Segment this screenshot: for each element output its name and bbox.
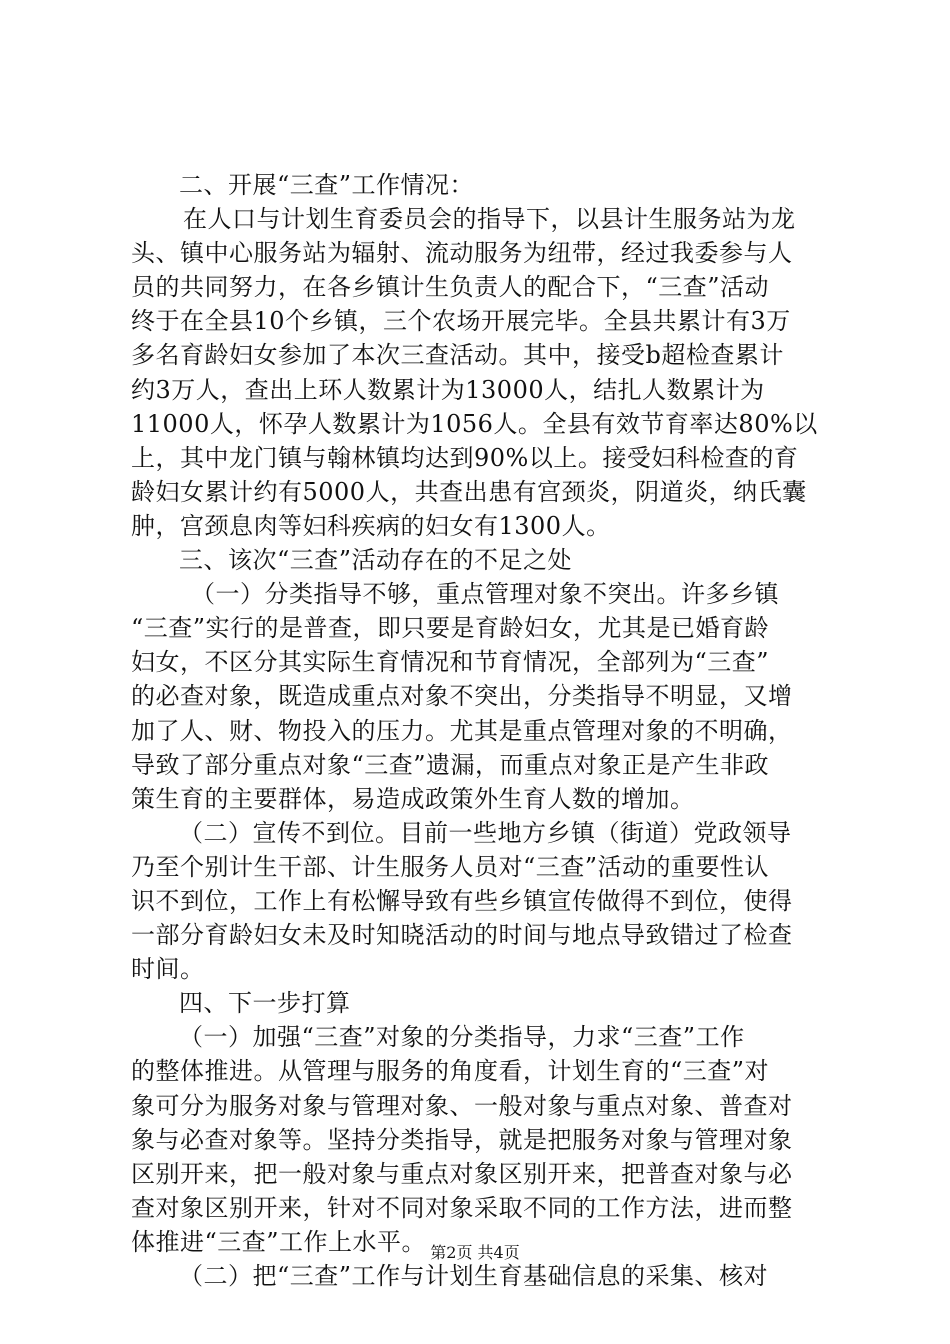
paragraph-line: 导致了部分重点对象“三查”遗漏，而重点对象正是产生非政 <box>131 750 770 779</box>
paragraph-line: 查对象区别开来，针对不同对象采取不同的工作方法，进而整 <box>131 1193 793 1222</box>
paragraph-line: 龄妇女累计约有5000人，共查出患有宫颈炎，阴道炎，纳氏囊 <box>131 477 807 506</box>
paragraph-line: 区别开来，把一般对象与重点对象区别开来，把普查对象与必 <box>131 1159 793 1188</box>
paragraph-line: 的必查对象，既造成重点对象不突出，分类指导不明显，又增 <box>131 682 793 711</box>
paragraph-line: 一部分育龄妇女未及时知晓活动的时间与地点导致错过了检查 <box>131 921 793 950</box>
paragraph-line: 约3万人，查出上环人数累计为13000人，结扎人数累计为 <box>131 375 765 404</box>
subsection-line: （二）宣传不到位。目前一些地方乡镇（街道）党政领导 <box>179 818 792 847</box>
paragraph-line: 策生育的主要群体，易造成政策外生育人数的增加。 <box>131 784 695 813</box>
document-body <box>131 168 831 1293</box>
subsection-line: （一）加强“三查”对象的分类指导，力求“三查”工作 <box>179 1023 745 1052</box>
paragraph-line: 肿，宫颈息肉等妇科疾病的妇女有1300人。 <box>131 511 611 540</box>
paragraph-line: 象可分为服务对象与管理对象、一般对象与重点对象、普查对 <box>131 1091 793 1120</box>
paragraph-line: 多名育龄妇女参加了本次三查活动。其中，接受b超检查累计 <box>131 341 784 370</box>
section-heading: 四、下一步打算 <box>179 989 351 1018</box>
page-number-footer: 第2页 共4页 <box>430 1243 520 1262</box>
paragraph-line: 象与必查对象等。坚持分类指导，就是把服务对象与管理对象 <box>131 1125 793 1154</box>
paragraph-line: 加了人、财、物投入的压力。尤其是重点管理对象的不明确， <box>131 716 793 745</box>
paragraph-line: 妇女，不区分其实际生育情况和节育情况，全部列为“三查” <box>131 648 770 677</box>
section-heading: 二、开展“三查”工作情况： <box>179 171 475 199</box>
paragraph-line: “三查”实行的是普查，即只要是育龄妇女，尤其是已婚育龄 <box>131 614 770 643</box>
paragraph-line: 识不到位，工作上有松懈导致有些乡镇宣传做得不到位，使得 <box>131 886 793 915</box>
subsection-line: （一）分类指导不够，重点管理对象不突出。许多乡镇 <box>191 580 779 609</box>
paragraph-line: 头、镇中心服务站为辐射、流动服务为纽带，经过我委参与人 <box>131 239 793 268</box>
paragraph-line: 员的共同努力，在各乡镇计生负责人的配合下，“三查”活动 <box>131 273 770 302</box>
paragraph-line: 在人口与计划生育委员会的指导下，以县计生服务站为龙 <box>183 205 796 234</box>
paragraph-line: 时间。 <box>131 955 205 984</box>
paragraph-line: 乃至个别计生干部、计生服务人员对“三查”活动的重要性认 <box>131 852 770 881</box>
paragraph-line: 体推进“三查”工作上水平。 <box>131 1227 427 1256</box>
paragraph-line: 11000人，怀孕人数累计为1056人。全县有效节育率达80%以 <box>131 409 818 438</box>
paragraph-line: 终于在全县10个乡镇，三个农场开展完毕。全县共累计有3万 <box>131 307 791 336</box>
section-heading: 三、该次“三查”活动存在的不足之处 <box>179 546 573 575</box>
paragraph-line: 上，其中龙门镇与翰林镇均达到90%以上。接受妇科检查的育 <box>131 443 799 472</box>
subsection-line: （二）把“三查”工作与计划生育基础信息的采集、核对 <box>179 1262 769 1290</box>
paragraph-line: 的整体推进。从管理与服务的角度看，计划生育的“三查”对 <box>131 1057 770 1086</box>
